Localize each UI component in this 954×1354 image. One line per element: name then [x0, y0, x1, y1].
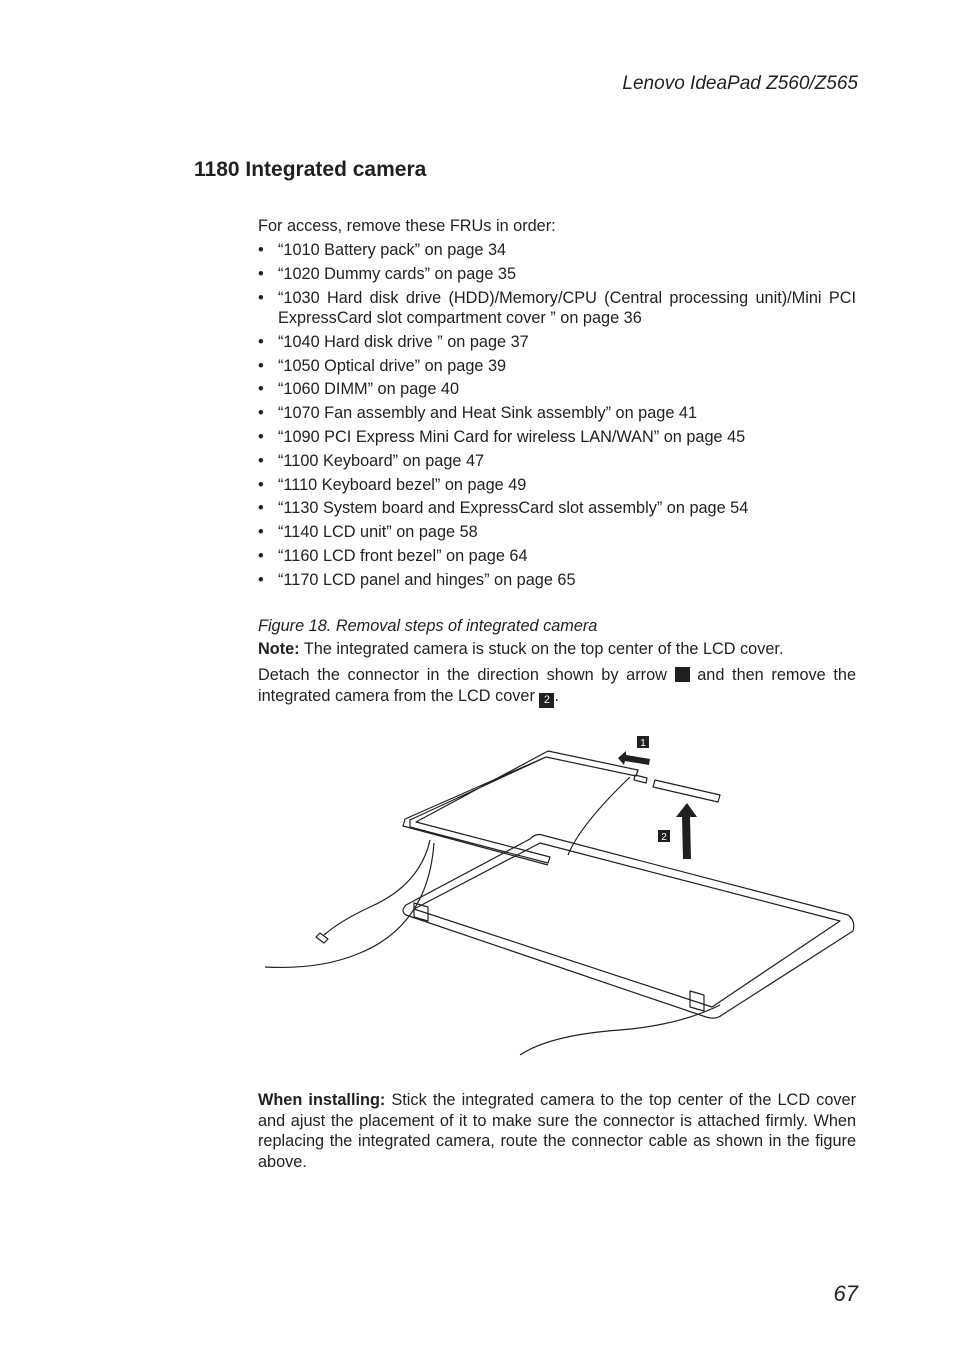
detach-text-3: . — [554, 686, 559, 705]
bullet-icon: • — [258, 241, 264, 259]
fru-list-item — [258, 498, 856, 519]
detach-text-2: and then remove the integrated camera from the LCD cover — [258, 666, 856, 705]
fru-list-item-text: “1020 Dummy cards” on page 35 — [278, 264, 517, 283]
fru-list-item — [258, 546, 856, 567]
running-header: Lenovo IdeaPad Z560/Z565 — [622, 73, 858, 94]
fru-list-item — [258, 403, 856, 424]
antenna-cable-left-2 — [265, 843, 434, 967]
section-title: 1180 Integrated camera — [194, 158, 427, 181]
fru-list-item-text: “1070 Fan assembly and Heat Sink assembly” on page 41 — [278, 404, 698, 423]
bullet-icon: • — [258, 264, 264, 283]
fru-list-item — [258, 427, 856, 448]
arrow-1-icon — [618, 751, 650, 765]
fru-list-item — [258, 522, 856, 543]
camera-module — [653, 780, 720, 802]
lcd-cover-inner — [414, 843, 840, 1007]
arrow-2-icon — [676, 803, 697, 859]
bullet-icon: • — [258, 428, 264, 447]
installing-paragraph — [258, 1090, 856, 1172]
callout-1-label: 1 — [640, 738, 646, 749]
camera-removal-illustration — [250, 725, 870, 1070]
callout-2-marker: 2 — [539, 693, 554, 708]
antenna-cable-left — [324, 840, 430, 935]
bullet-icon: • — [258, 332, 264, 351]
fru-list-item-text: “1090 PCI Express Mini Card for wireless LAN/WAN” on page 45 — [278, 428, 746, 447]
bullet-icon: • — [258, 356, 264, 375]
fru-list-item — [258, 570, 856, 591]
bullet-icon: • — [258, 451, 264, 470]
note-text: The integrated camera is stuck on the top center of the LCD cover. — [299, 640, 784, 658]
callout-1-marker — [675, 667, 690, 682]
fru-list-item-text: “1140 LCD unit” on page 58 — [278, 523, 478, 542]
figure-caption: Figure 18. Removal steps of integrated camera — [258, 617, 598, 635]
camera-cable — [568, 777, 630, 855]
page-number: 67 — [833, 1281, 858, 1306]
lcd-cover-outer — [403, 835, 854, 1019]
installing-label: When installing: — [258, 1091, 386, 1109]
detach-text-1: Detach the connector in the direction shown by arrow — [258, 666, 675, 684]
fru-list-item-text: “1040 Hard disk drive ” on page 37 — [278, 332, 529, 351]
installing-text: Stick the integrated camera to the top center of the LCD cover and ajust the placement of it to make sure the connector is attached firmly. When replacing the integrated camera, route the connector cable as shown in the figure above. — [258, 1091, 856, 1171]
fru-list-item — [258, 240, 856, 261]
bullet-icon: • — [258, 547, 264, 566]
bullet-icon: • — [258, 499, 264, 518]
note-paragraph — [258, 639, 856, 660]
bezel-outline — [410, 751, 638, 863]
fru-list-item — [258, 451, 856, 472]
antenna-connector-left — [316, 933, 328, 943]
fru-list-item-text: “1130 System board and ExpressCard slot assembly” on page 54 — [278, 499, 749, 518]
fru-list-item — [258, 379, 856, 400]
bullet-icon: • — [258, 523, 264, 542]
fru-list-item — [258, 475, 856, 496]
fru-list-item-text: “1060 DIMM” on page 40 — [278, 380, 460, 399]
fru-list-item-text: “1050 Optical drive” on page 39 — [278, 356, 507, 375]
fru-list — [258, 240, 856, 594]
bullet-icon: • — [258, 570, 264, 589]
detach-paragraph — [258, 665, 856, 708]
bullet-icon: • — [258, 288, 264, 307]
fru-list-item-text: “1110 Keyboard bezel” on page 49 — [278, 475, 527, 494]
antenna-cable-right — [520, 1005, 720, 1055]
note-label: Note: — [258, 640, 300, 658]
fru-list-item-text: “1010 Battery pack” on page 34 — [278, 241, 507, 259]
fru-list-item — [258, 264, 856, 285]
bullet-icon: • — [258, 380, 264, 399]
bezel-inner — [403, 757, 548, 865]
bullet-icon: • — [258, 404, 264, 423]
fru-list-item-text: “1160 LCD front bezel” on page 64 — [278, 547, 528, 566]
fru-list-item-text: “1030 Hard disk drive (HDD)/Memory/CPU (Central processing unit)/Mini PCI ExpressCard slot compartment cover ” on page 36 — [278, 288, 856, 328]
bullet-icon: • — [258, 475, 264, 494]
callout-2-label: 2 — [661, 832, 667, 843]
intro-text: For access, remove these FRUs in order: — [258, 217, 556, 235]
fru-list-item — [258, 332, 856, 353]
fru-list-item — [258, 288, 856, 329]
fru-list-item — [258, 356, 856, 377]
fru-list-item-text: “1170 LCD panel and hinges” on page 65 — [278, 570, 576, 589]
fru-list-item-text: “1100 Keyboard” on page 47 — [278, 451, 485, 470]
